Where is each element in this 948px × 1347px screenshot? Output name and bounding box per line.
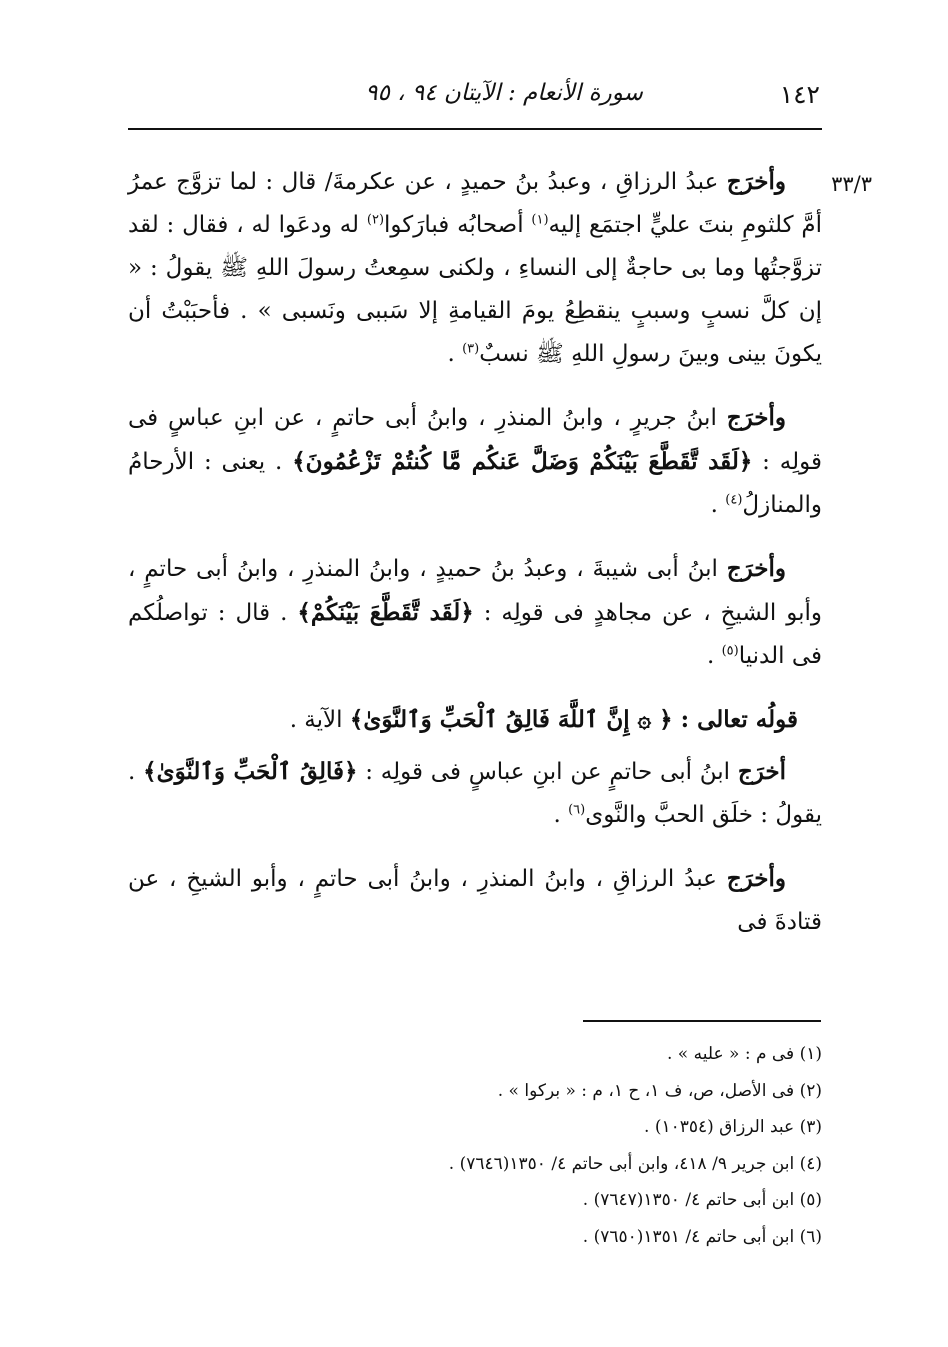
paragraph-2	[128, 396, 822, 527]
footnote-ref: (٣)	[462, 341, 480, 357]
main-text	[128, 160, 822, 964]
paragraph-text: عبدُ الرزاقِ ، وعبدُ بنُ حميدٍ ، عن عكرمةَ/ قال : لما تزوَّج عمرُ أمَّ كلثومِ بنتَ عليٍّ اجتمَع إليه	[128, 169, 822, 238]
verse-heading	[128, 698, 822, 742]
quran-quote: ﴿فَالِقُ ٱلْحَبِّ وَٱلنَّوَىٰ﴾	[143, 758, 358, 785]
footnote-item: (٢) فى الأصل، ص، ف ١، ح ١، م : « بركوا » .	[497, 1080, 822, 1101]
paragraph-lead: وأخرَج	[726, 555, 786, 582]
paragraph-text: عبدُ الرزاقِ ، وابنُ المنذرِ ، وابنُ أبى حاتمٍ ، وأبو الشيخِ ، عن قتادةَ فى	[128, 866, 822, 935]
paragraph-end: .	[706, 643, 722, 669]
footnote-ref: (٢)	[366, 212, 385, 228]
paragraph-text: أصحابُه فبارَكوا	[384, 212, 532, 238]
paragraph-text: . يعنى : الأرحامُ والمنازلُ	[128, 449, 822, 518]
margin-reference: ٣٣/٣	[831, 172, 872, 196]
page-header	[128, 76, 820, 120]
footnote-rule	[583, 1020, 821, 1022]
paragraph-end: الآية .	[289, 707, 350, 733]
quran-quote: ﴿لَقَد تَّقَطَّعَ بَيْنَكُمْ﴾	[297, 599, 474, 626]
paragraph-lead: أخرَج	[737, 758, 787, 785]
paragraph-lead: وأخرَج	[726, 865, 786, 892]
quran-quote: ﴿لَقَد تَّقَطَّعَ بَيْنَكُمْ وَضَلَّ عَنكُم مَّا كُنتُمْ تَزْعُمُونَ﴾	[292, 448, 753, 475]
paragraph-text: ابنُ جريرٍ ، وابنُ المنذرِ ، وابنُ أبى حاتمٍ ، عن ابنِ عباسٍ فى قولِه :	[128, 405, 823, 475]
footnote-item: (٥) ابن أبى حاتم ٤/ ١٣٥٠(٧٦٤٧) .	[582, 1190, 822, 1211]
paragraph-3	[128, 547, 822, 678]
footnote-item: (٣) عبد الرزاق (١٠٣٥٤) .	[644, 1117, 822, 1138]
paragraph-end: .	[447, 341, 463, 367]
paragraph-text: ابنُ أبى حاتمٍ عن ابنِ عباسٍ فى قولِه :	[357, 759, 738, 785]
footnote-ref: (٤)	[725, 492, 743, 508]
paragraph-lead: وأخرَج	[726, 404, 786, 431]
footnote-item: (١) فى م : « عليه » .	[666, 1044, 822, 1064]
paragraph-6	[128, 857, 822, 944]
footnote-ref: (٦)	[568, 802, 586, 818]
footnotes	[128, 1036, 822, 1256]
paragraph-5	[128, 750, 822, 837]
running-title: سورة الأنعام : الآيتان ٩٤ ، ٩٥	[365, 80, 643, 106]
paragraph-lead: وأخرَج	[726, 168, 786, 195]
paragraph-text: . يقولُ : خلَق الحبَّ والنَّوى	[128, 759, 822, 828]
heading-lead: قولُه تعالى :	[680, 706, 798, 733]
paragraph-end: .	[553, 802, 569, 828]
paragraph-1	[128, 160, 822, 376]
page-number: ١٤٢	[779, 80, 820, 109]
paragraph-text: ابنُ أبى شيبةَ ، وعبدُ بنُ حميدٍ ، وابنُ المنذرِ ، وابنُ أبى حاتمٍ ، وأبو الشيخِ ، عن مجاهدٍ فى قولِه :	[128, 556, 822, 626]
footnote-item: (٤) ابن جرير ٩/ ٤١٨، وابن أبى حاتم ٤/ ١٣٥٠(٧٦٤٦) .	[448, 1153, 822, 1174]
paragraph-text: له ودعَوا له ، فقال : لقد تزوَّجتُها وما بى حاجةٌ إلى النساءِ ، ولكنى سمِعتُ رسولَ اللهِ ﷺ يقولُ : « إن كلَّ نسبٍ وسببٍ ينقطِعُ يومَ القيامةِ إلا سَببى ونَسبى » . فأحبَبْتُ أن يكونَ بينى وبينَ رسولِ اللهِ ﷺ نسبٌ	[128, 212, 822, 367]
footnote-ref: (١)	[531, 212, 549, 228]
header-rule	[128, 128, 822, 130]
footnote-item: (٦) ابن أبى حاتم ٤/ ١٣٥١(٧٦٥٠) .	[582, 1226, 822, 1247]
quran-quote: ﴿ ۞ إِنَّ ٱللَّهَ فَالِقُ ٱلْحَبِّ وَٱلنَّوَىٰ﴾	[349, 706, 681, 733]
paragraph-end: .	[710, 492, 726, 518]
footnote-ref: (٥)	[721, 643, 739, 659]
paragraph-text: . قال : تواصلُكم فى الدنيا	[128, 600, 822, 669]
